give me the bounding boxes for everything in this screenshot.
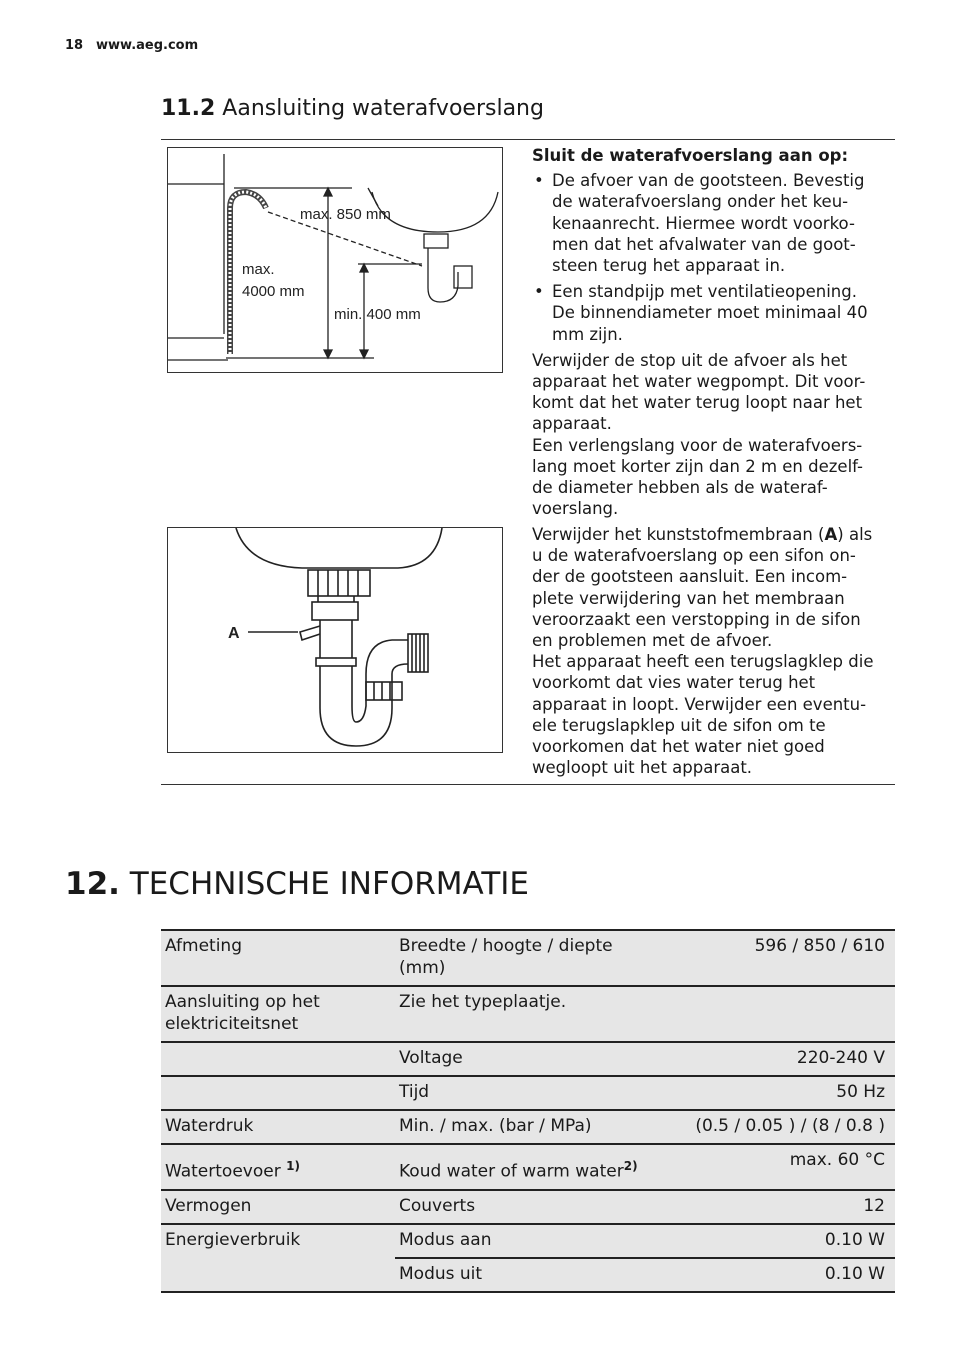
chapter-title-text: TECHNISCHE INFORMATIE (129, 866, 529, 902)
table-cell: Min. / max. (bar / MPa) (395, 1110, 669, 1144)
table-cell (161, 1076, 395, 1110)
section-bottom-rule (161, 784, 895, 785)
drain-hose-diagram (167, 147, 503, 373)
table-cell: 0.10 W (669, 1224, 895, 1258)
cell-text: Watertoevoer (165, 1161, 281, 1182)
table-cell: 596 / 850 / 610 (669, 930, 895, 986)
siphon-instructions (532, 524, 882, 778)
max-length-label-1: max. (242, 261, 275, 278)
table-cell: 12 (669, 1190, 895, 1224)
table-cell: Waterdruk (161, 1110, 395, 1144)
table-cell: Aansluiting op het elektriciteitsnet (161, 986, 395, 1042)
check-valve-paragraph: Het apparaat heeft een terugslagklep die voorkomt dat vies water terug het apparaat in loopt. Verwijder een eventu-ele terugslapklep uit de sifon om te voorkomen dat het water niet goed wegloopt uit het apparaat. (532, 652, 874, 778)
table-cell: (0.5 / 0.05 ) / (8 / 0.8 ) (669, 1110, 895, 1144)
membrane-text-start: Verwijder het kunststofmembraan ( (532, 525, 825, 544)
table-cell (161, 1042, 395, 1076)
siphon-drawing (168, 528, 502, 752)
list-item: • De afvoer van de gootsteen. Bevestig de waterafvoerslang onder het keu-kenaanrecht. Hiermee wordt voorko-men dat het afvalwater van de goot-steen terug het apparaat in. (532, 170, 882, 276)
table-cell: Couverts (395, 1190, 669, 1224)
table-row (161, 1110, 895, 1144)
table-row (161, 1042, 895, 1076)
max-850-label: max. 850 mm (300, 206, 391, 223)
table-cell: 220-240 V (669, 1042, 895, 1076)
table-row (161, 1076, 895, 1110)
membrane-paragraph (532, 524, 882, 651)
footnote-ref: 1) (286, 1159, 300, 1173)
drain-instructions (532, 145, 882, 519)
table-row (161, 1190, 895, 1224)
table-cell: 50 Hz (669, 1076, 895, 1110)
section-number: 11.2 (161, 96, 216, 121)
table-cell: max. 60 °C (669, 1144, 895, 1190)
technical-info-table (161, 929, 895, 1293)
table-cell (161, 1258, 395, 1292)
table-cell: Modus aan (395, 1224, 669, 1258)
cell-text: Koud water of warm water (399, 1161, 624, 1182)
table-cell: Modus uit (395, 1258, 669, 1292)
table-cell (395, 1144, 669, 1190)
chapter-number: 12. (65, 866, 120, 902)
table-row (161, 1258, 895, 1292)
membrane-label: A (228, 625, 240, 642)
table-cell: Afmeting (161, 930, 395, 986)
table-cell: Tijd (395, 1076, 669, 1110)
table-cell: 0.10 W (669, 1258, 895, 1292)
table-cell: Voltage (395, 1042, 669, 1076)
list-item: • Een standpijp met ventilatieopening. De binnendiameter moet minimaal 40 mm zijn. (532, 281, 882, 345)
table-row (161, 1144, 895, 1190)
section-title (161, 96, 544, 121)
table-cell: Energieverbruik (161, 1224, 395, 1258)
drain-hose-drawing (168, 148, 502, 372)
membrane-ref: A (824, 525, 838, 544)
chapter-title (65, 866, 529, 902)
table-cell (669, 986, 895, 1042)
table-row (161, 1224, 895, 1258)
section-title-text: Aansluiting waterafvoerslang (222, 96, 544, 121)
table-cell: Zie het typeplaatje. (395, 986, 669, 1042)
table-cell: Vermogen (161, 1190, 395, 1224)
table-row (161, 986, 895, 1042)
footnote-ref: 2) (623, 1159, 638, 1173)
min-400-label: min. 400 mm (334, 306, 421, 323)
stop-paragraph: Verwijder de stop uit de afvoer als het apparaat het water wegpompt. Dit voor-komt dat het water terug loopt naar het apparaat. (532, 350, 866, 434)
table-cell (161, 1144, 395, 1190)
drain-options-list (532, 170, 882, 345)
max-length-label-2: 4000 mm (242, 283, 305, 300)
page-number: 18 (65, 38, 84, 53)
membrane-text-end: ) als u de waterafvoerslang op een sifon on-der de gootsteen aansluit. Een incom-plete verwijdering van het membraan veroorzaakt een verstopping in de sifon en problemen met de afvoer. (532, 525, 873, 651)
section-top-rule (161, 139, 895, 140)
site-url: www.aeg.com (96, 38, 199, 53)
extension-paragraph: Een verlengslang voor de waterafvoers-lang moet korter zijn dan 2 m en dezelf-de diameter hebben als de wateraf-voerslang. (532, 435, 864, 519)
table-row (161, 930, 895, 986)
drain-instructions-heading: Sluit de waterafvoerslang aan op: (532, 146, 849, 165)
table-cell: Breedte / hoogte / diepte (mm) (395, 930, 669, 986)
siphon-diagram (167, 527, 503, 753)
